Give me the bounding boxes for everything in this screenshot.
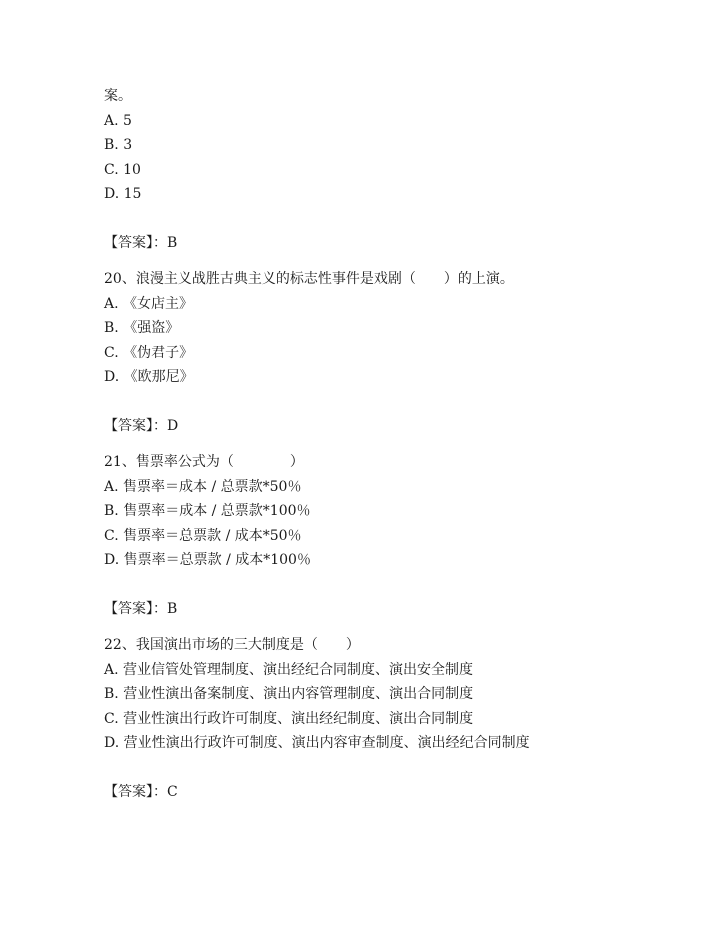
question-stem-tail: 案。 bbox=[104, 88, 132, 104]
option-d: D. 《欧那尼》 bbox=[104, 369, 194, 385]
option-d: D. 营业性演出行政许可制度、演出内容审查制度、演出经纪合同制度 bbox=[104, 735, 530, 751]
option-d: D. 15 bbox=[104, 186, 142, 202]
answer-line: 【答案】：D bbox=[104, 417, 179, 434]
option-c: C. 售票率＝总票款 / 成本*50％ bbox=[104, 527, 302, 544]
answer-line: 【答案】：B bbox=[104, 600, 178, 617]
option-b: B. 3 bbox=[104, 137, 133, 153]
question-21 bbox=[104, 450, 684, 621]
question-stem: 22、我国演出市场的三大制度是（ ） bbox=[104, 637, 360, 653]
option-a: A. 5 bbox=[104, 112, 132, 129]
answer-line: 【答案】：C bbox=[104, 783, 178, 800]
answer-line: 【答案】：B bbox=[104, 234, 178, 251]
option-b: B. 售票率＝成本 / 总票款*100％ bbox=[104, 503, 311, 519]
option-c: C. 营业性演出行政许可制度、演出经纪制度、演出合同制度 bbox=[104, 710, 474, 727]
option-c: C. 《伪君子》 bbox=[104, 344, 194, 361]
option-d: D. 售票率＝总票款 / 成本*100％ bbox=[104, 552, 311, 568]
option-b: B. 《强盗》 bbox=[104, 320, 180, 336]
option-a: A. 《女店主》 bbox=[104, 295, 194, 312]
option-a: A. 营业信管处管理制度、演出经纪合同制度、演出安全制度 bbox=[104, 661, 474, 678]
exam-page bbox=[104, 84, 684, 804]
question-22 bbox=[104, 633, 684, 804]
question-stem: 21、售票率公式为（ ） bbox=[104, 454, 304, 470]
question-20 bbox=[104, 267, 684, 438]
question-fragment bbox=[104, 84, 684, 255]
question-stem: 20、浪漫主义战胜古典主义的标志性事件是戏剧（ ）的上演。 bbox=[104, 271, 514, 287]
option-c: C. 10 bbox=[104, 161, 141, 178]
option-b: B. 营业性演出备案制度、演出内容管理制度、演出合同制度 bbox=[104, 686, 474, 702]
option-a: A. 售票率＝成本 / 总票款*50％ bbox=[104, 478, 302, 495]
